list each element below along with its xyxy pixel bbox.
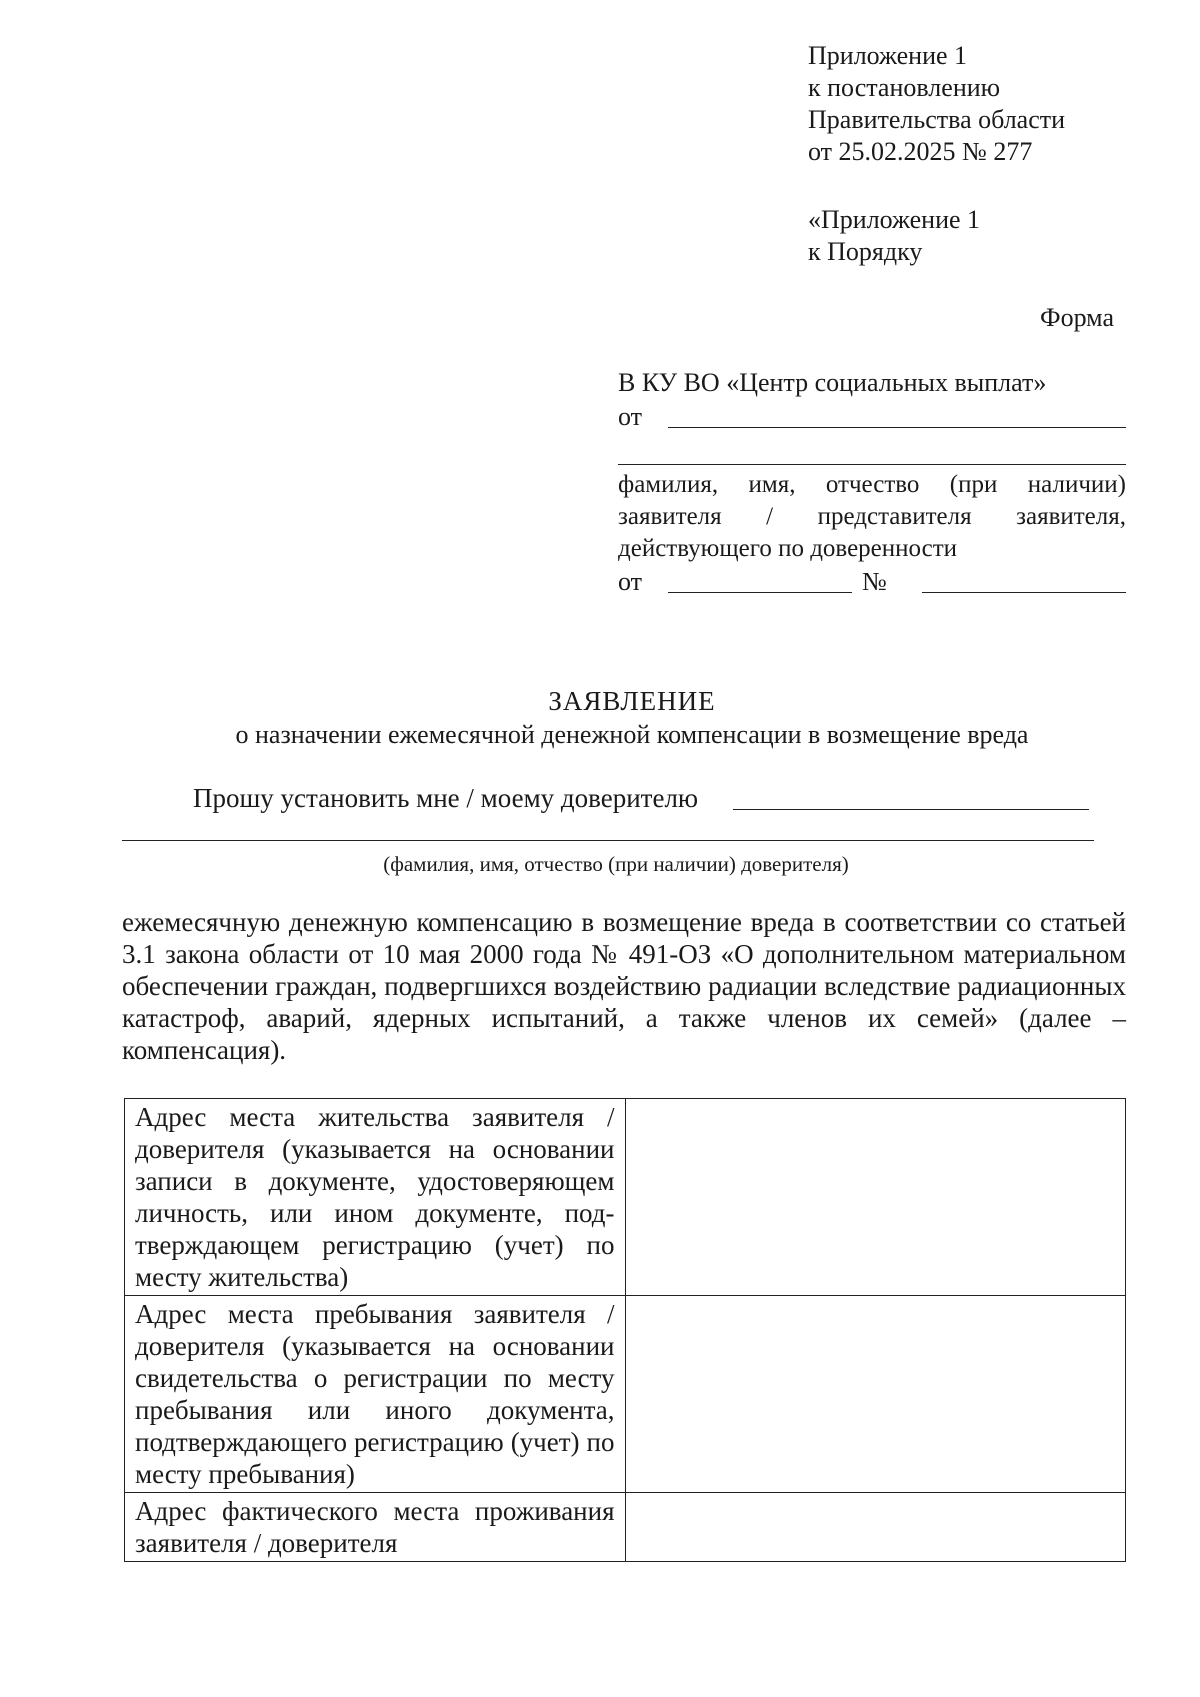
appendix-header bbox=[808, 40, 1065, 168]
address-label-actual: Адрес фактического места проживания заявителя / доверителя bbox=[125, 1493, 626, 1562]
addressee-to-line: В КУ ВО «Центр социальных выплат» bbox=[618, 368, 1047, 397]
table-row bbox=[125, 1296, 1126, 1493]
document-subtitle: о назначении ежемесячной денежной компенсации в возмещение вреда bbox=[235, 720, 1029, 749]
appendix-order-line: «Приложение 1 bbox=[808, 205, 981, 234]
address-value-residence[interactable] bbox=[625, 1099, 1126, 1296]
address-label-stay: Адрес места пребывания заявителя / доверителя (указывается на основании свидетельства о регистрации по месту пребывания или иного документа, подтверждающего регистрацию (учет) по месту пребывания) bbox=[125, 1296, 626, 1493]
proxy-number-field[interactable] bbox=[922, 592, 1126, 593]
proxy-row bbox=[618, 565, 1126, 599]
address-value-actual[interactable] bbox=[625, 1493, 1126, 1562]
appendix-line: к постановлению bbox=[808, 73, 1001, 102]
request-text: Прошу установить мне / моему доверителю bbox=[193, 783, 699, 813]
proxy-number-label: № bbox=[862, 567, 887, 596]
table-row bbox=[125, 1493, 1126, 1562]
appendix-line: Приложение 1 bbox=[808, 41, 968, 70]
applicant-from-row bbox=[618, 400, 1126, 434]
principal-caption: (фамилия, имя, отчество (при наличии) доверителя) bbox=[383, 852, 849, 876]
document-title: ЗАЯВЛЕНИЕ bbox=[548, 686, 716, 716]
appendix-order-line: к Порядку bbox=[808, 237, 923, 266]
from-label: от bbox=[618, 402, 643, 431]
table-row bbox=[125, 1099, 1126, 1296]
address-table bbox=[124, 1098, 1126, 1562]
appendix-order-header bbox=[808, 204, 980, 268]
address-value-stay[interactable] bbox=[625, 1296, 1126, 1493]
proxy-from-label: от bbox=[618, 567, 643, 596]
appendix-line: Правительства области bbox=[808, 105, 1066, 134]
address-label-residence: Адрес места жительства заявителя / доверителя (указывается на основании записи в документе, удостоверяющем личность, или ином документе, подтверждающем регистрацию (учет) по месту жительства) bbox=[125, 1099, 626, 1296]
principal-name-field-line2[interactable] bbox=[122, 840, 1094, 841]
appendix-line: от 25.02.2025 № 277 bbox=[808, 137, 1033, 166]
applicant-caption: фамилия, имя, отчество (при наличии) заявителя / представителя заявителя, действующего по доверенности bbox=[618, 471, 1126, 562]
applicant-name-field[interactable] bbox=[668, 427, 1126, 428]
form-label: Форма bbox=[1040, 303, 1114, 332]
principal-name-field[interactable] bbox=[733, 809, 1089, 810]
applicant-name-field-line2[interactable] bbox=[618, 434, 1126, 465]
addressee-block bbox=[618, 366, 1126, 599]
request-row bbox=[193, 780, 1089, 816]
proxy-date-field[interactable] bbox=[668, 592, 852, 593]
body-paragraph: ежемесячную денежную компенсацию в возмещение вреда в соответствии со статьей 3.1 закона области от 10 мая 2000 года № 491-ОЗ «О дополнительном материальном обеспечении граждан, подвергшихся воздействию радиации вследствие радиационных катастроф, аварий, ядерных испытаний, а также членов их семей» (далее – компенсация). bbox=[122, 907, 1126, 1065]
